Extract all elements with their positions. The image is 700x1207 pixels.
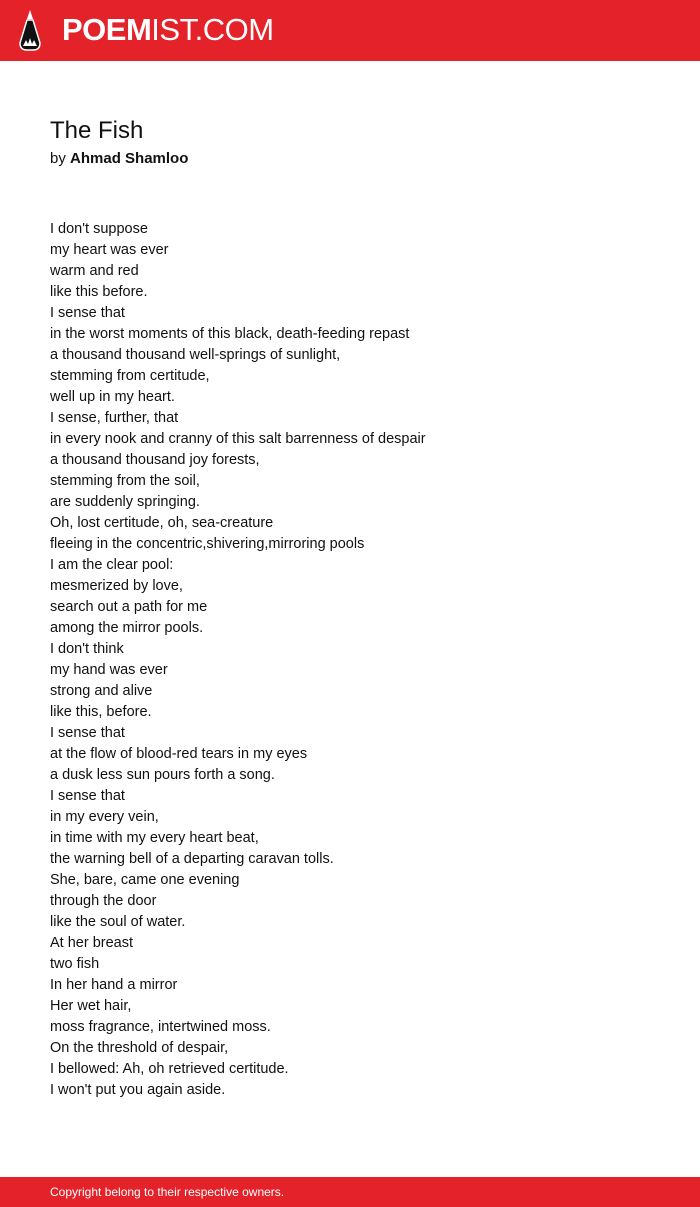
poem-line: like the soul of water.: [50, 914, 186, 930]
site-footer: [0, 1177, 700, 1207]
poem-line: In her hand a mirror: [50, 977, 178, 993]
poem-line: through the door: [50, 893, 157, 909]
poem-body: [50, 219, 670, 1101]
poem-line: a thousand thousand joy forests,: [50, 452, 260, 468]
copyright-text: Copyright belong to their respective owners.: [50, 1185, 285, 1199]
poem-line: stemming from certitude,: [50, 368, 210, 384]
poem-line: among the mirror pools.: [50, 620, 204, 636]
poem-line: On the threshold of despair,: [50, 1040, 229, 1056]
poem-line: warm and red: [50, 263, 139, 279]
pen-nib-icon[interactable]: [18, 10, 42, 51]
poem-line: I sense that: [50, 725, 125, 741]
poem-line: a thousand thousand well-springs of sunlight,: [50, 347, 341, 363]
poem-line: in time with my every heart beat,: [50, 830, 259, 846]
poem-line: mesmerized by love,: [50, 578, 183, 594]
by-label: by: [50, 150, 66, 167]
poem-line: She, bare, came one evening: [50, 872, 240, 888]
poem-line: two fish: [50, 956, 100, 972]
poem-line: at the flow of blood-red tears in my eyes: [50, 746, 308, 762]
site-header: [0, 0, 700, 61]
poem-line: strong and alive: [50, 683, 153, 699]
poem-line: I sense that: [50, 305, 125, 321]
poem-line: my hand was ever: [50, 662, 168, 678]
poem-title: The Fish: [50, 117, 144, 144]
poem-line: stemming from the soil,: [50, 473, 200, 489]
poem-line: a dusk less sun pours forth a song.: [50, 767, 275, 783]
poem-line: I don't suppose: [50, 221, 148, 237]
poem-line: moss fragrance, intertwined moss.: [50, 1019, 271, 1035]
poem-line: like this before.: [50, 284, 148, 300]
poem-line: I sense, further, that: [50, 410, 179, 426]
poem-line: fleeing in the concentric,shivering,mirroring pools: [50, 536, 365, 552]
poem-line: in my every vein,: [50, 809, 159, 825]
poem-line: in the worst moments of this black, death-feeding repast: [50, 326, 410, 342]
poem-line: I am the clear pool:: [50, 557, 174, 573]
byline: [50, 149, 188, 169]
poem-line: like this, before.: [50, 704, 152, 720]
poem-line: Her wet hair,: [50, 998, 132, 1014]
poem-line: I don't think: [50, 641, 124, 657]
poem-line: At her breast: [50, 935, 134, 951]
poem-line: I won't put you again aside.: [50, 1082, 226, 1098]
poem-line: Oh, lost certitude, oh, sea-creature: [50, 515, 274, 531]
poem-line: are suddenly springing.: [50, 494, 200, 510]
brand-light: IST.COM: [151, 12, 274, 47]
poem-line: the warning bell of a departing caravan tolls.: [50, 851, 334, 867]
poem-line: I bellowed: Ah, oh retrieved certitude.: [50, 1061, 289, 1077]
site-logo-text[interactable]: [62, 12, 274, 48]
author-name: Ahmad Shamloo: [70, 150, 189, 167]
brand-bold: POEM: [62, 12, 152, 47]
poem-line: in every nook and cranny of this salt barrenness of despair: [50, 431, 426, 447]
poem-line: well up in my heart.: [50, 389, 175, 405]
poem-line: I sense that: [50, 788, 125, 804]
poem-line: search out a path for me: [50, 599, 208, 615]
poem-line: my heart was ever: [50, 242, 169, 258]
